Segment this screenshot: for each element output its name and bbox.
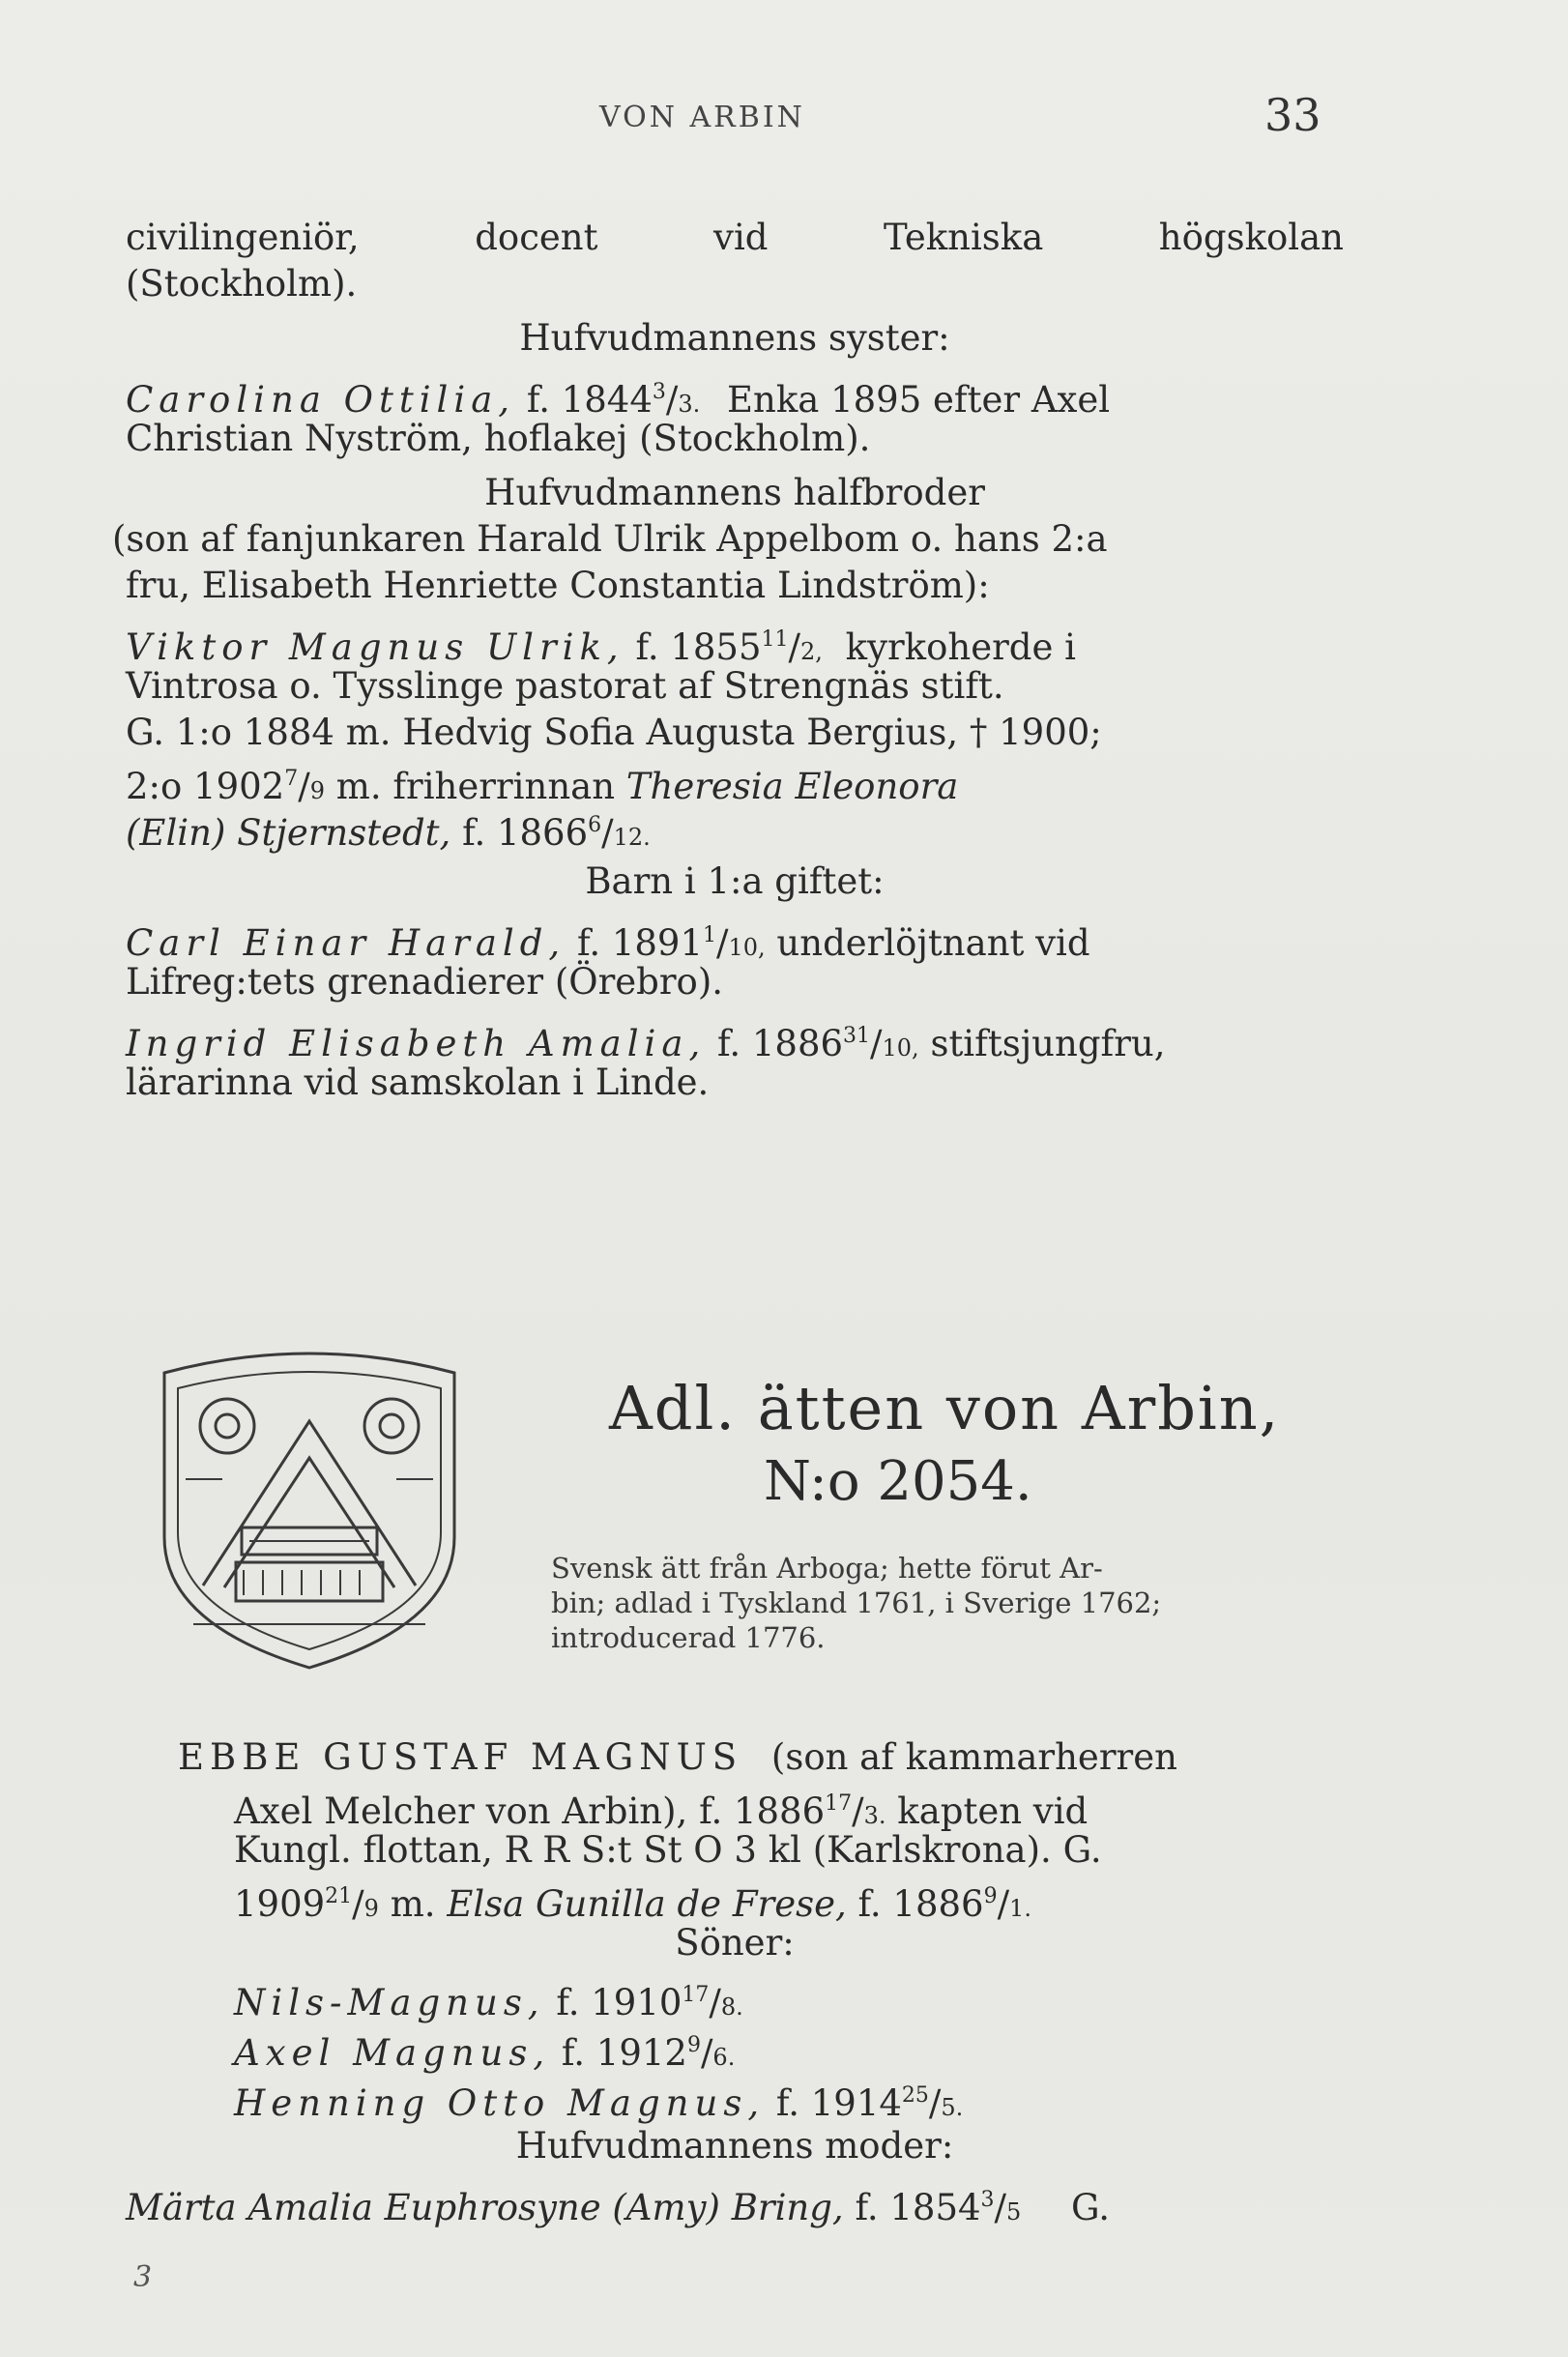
text-line: fru, Elisabeth Henriette Constantia Lindström): — [126, 565, 990, 606]
text-line: 2:o 1902$^7$/9 m. friherrinnan Theresia Eleonora — [126, 766, 959, 807]
signature-mark: 3 — [133, 2260, 153, 2294]
text-line: Axel Melcher von Arbin), f. 1886$^{17}$/3. kapten vid — [234, 1790, 1089, 1832]
sister-heading: Hufvudmannens syster: — [519, 317, 950, 359]
halfbrother-heading: Hufvudmannens halfbroder — [484, 472, 985, 513]
carl-entry: Carl Einar Harald, f. 1891$^1$/10, underlöjtnant vid — [126, 922, 1090, 964]
coat-of-arms-icon — [135, 1334, 483, 1682]
text-line: G. 1:o 1884 m. Hedvig Sofia Augusta Bergius, † 1900; — [126, 712, 1102, 753]
family-number: N:o 2054. — [764, 1450, 1032, 1513]
person-name: EBBE GUSTAF MAGNUS — [178, 1736, 743, 1778]
page-number: 33 — [1264, 89, 1321, 141]
family-description-line: introducerad 1776. — [551, 1621, 826, 1654]
text-line: Christian Nyström, hoflakej (Stockholm). — [126, 418, 871, 459]
children-heading: Barn i 1:a giftet: — [585, 860, 885, 902]
text-line: (Stockholm). — [126, 263, 358, 305]
person-name: Carl Einar Harald, — [126, 922, 566, 964]
son-entry: Nils-Magnus, f. 1910$^{17}$/8. — [234, 1982, 743, 2023]
person-name: Ingrid Elisabeth Amalia, — [126, 1023, 707, 1064]
son-entry: Henning Otto Magnus, f. 1914$^{25}$/5. — [234, 2082, 964, 2124]
text-line: 1909$^{21}$/9 m. Elsa Gunilla de Frese, f. 1886$^9$/1. — [234, 1883, 1031, 1925]
running-header — [0, 89, 1568, 147]
person-name: Viktor Magnus Ulrik, — [126, 626, 624, 668]
son-entry: Axel Magnus, f. 1912$^9$/6. — [234, 2032, 736, 2074]
text-line: Vintrosa o. Tysslinge pastorat af Strengnäs stift. — [126, 665, 1004, 707]
person-name: Henning Otto Magnus, — [234, 2082, 766, 2124]
mother-entry: Märta Amalia Euphrosyne (Amy) Bring, f. 1854$^3$/5 G. — [126, 2187, 1111, 2228]
text-line: EBBE GUSTAF MAGNUS (son af kammarherren — [178, 1736, 1177, 1778]
running-title: VON ARBIN — [599, 101, 805, 134]
text-line: civilingeniör, docent vid Tekniska högskolan — [126, 217, 1344, 258]
ingrid-entry: Ingrid Elisabeth Amalia, f. 1886$^{31}$/10, stiftsjungfru, — [126, 1023, 1166, 1064]
family-description-line: Svensk ätt från Arboga; hette förut Ar- — [551, 1552, 1103, 1585]
text-line: Lifreg:tets grenadierer (Örebro). — [126, 961, 724, 1003]
text-line: lärarinna vid samskolan i Linde. — [126, 1062, 710, 1103]
person-name: Märta Amalia Euphrosyne (Amy) Bring, — [126, 2187, 844, 2228]
family-title: Adl. ätten von Arbin, — [609, 1373, 1281, 1443]
viktor-entry: Viktor Magnus Ulrik, f. 1855$^{11}$/2, kyrkoherde i — [126, 626, 1076, 668]
sons-heading: Söner: — [675, 1922, 795, 1964]
person-name: Carolina Ottilia, — [126, 379, 516, 421]
family-description-line: bin; adlad i Tyskland 1761, i Sverige 1762; — [551, 1586, 1162, 1619]
person-name: Axel Magnus, — [234, 2032, 551, 2074]
text-line: Kungl. flottan, R R S:t St O 3 kl (Karlskrona). G. — [234, 1829, 1102, 1871]
sister-entry: Carolina Ottilia, f. 1844$^3$/3. Enka 1895 efter Axel — [126, 379, 1111, 421]
text-line: (Elin) Stjernstedt, f. 1866$^6$/12. — [126, 812, 651, 854]
text-line: (son af fanjunkaren Harald Ulrik Appelbom o. hans 2:a — [112, 518, 1108, 560]
mother-heading: Hufvudmannens moder: — [515, 2125, 954, 2167]
person-name: Nils-Magnus, — [234, 1982, 545, 2023]
